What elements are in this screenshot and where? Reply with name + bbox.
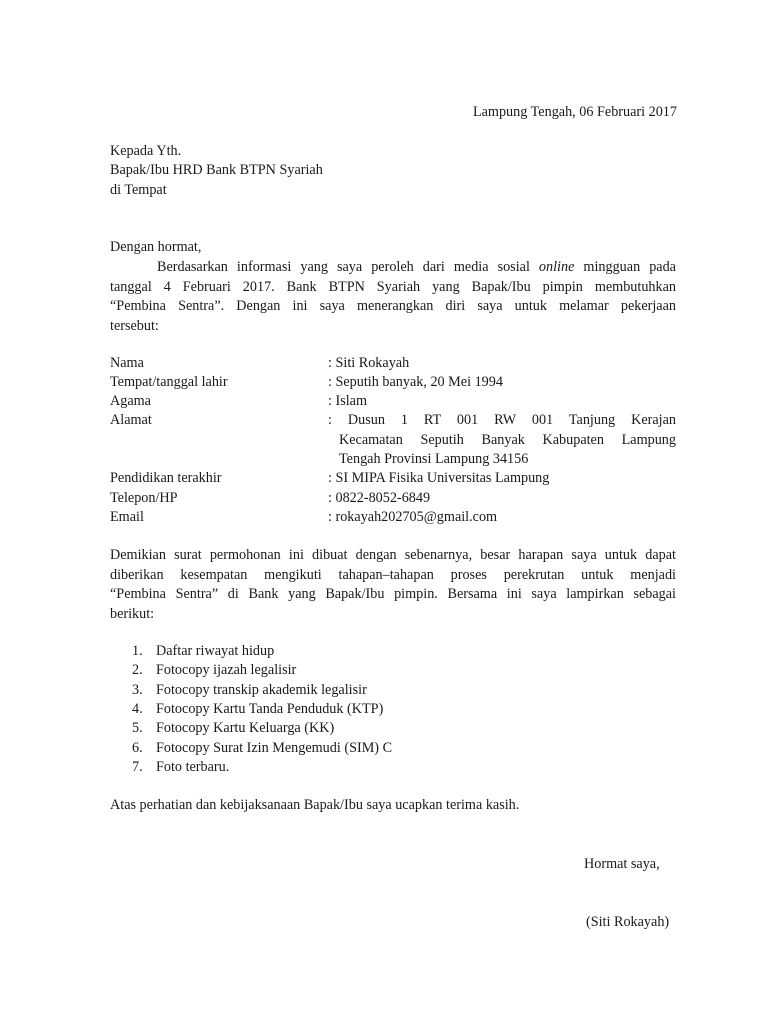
list-item: Fotocopy ijazah legalisir [156,662,297,678]
religion-value: : Islam [328,393,368,409]
online-emphasis: online [538,259,575,275]
address-line-3: Tengah Provinsi Lampung 34156 [339,451,529,467]
address-label: Alamat [110,412,152,428]
recipient-line-2: Bapak/Ibu HRD Bank BTPN Syariah [110,162,323,178]
intro-paragraph [110,258,676,336]
closing-line-3: “Pembina Sentra” di Bank yang Bapak/Ibu pimpin. Bersama ini saya lampirkan sebagai [110,586,676,602]
thanks-text: Atas perhatian dan kebijaksanaan Bapak/Ibu saya ucapkan terima kasih. [110,797,520,813]
salutation: Dengan hormat, [110,239,202,255]
recipient-line-1: Kepada Yth. [110,143,182,159]
intro-line-4: tersebut: [110,317,159,334]
list-item-number: 1. [132,643,143,659]
address-line-2: Kecamatan Seputih Banyak Kabupaten Lampung [339,431,676,448]
list-item: Daftar riwayat hidup [156,643,275,659]
intro-line-2: tanggal 4 Februari 2017. Bank BTPN Syariah yang Bapak/Ibu pimpin membutuhkan [110,278,676,295]
name-label: Nama [110,355,144,371]
birth-value: : Seputih banyak, 20 Mei 1994 [328,374,503,390]
phone-value: : 0822-8052-6849 [328,490,431,506]
list-item-number: 7. [132,759,143,775]
list-item-number: 3. [132,682,143,698]
letter-date: Lampung Tengah, 06 Februari 2017 [472,104,677,120]
list-item-number: 5. [132,720,143,736]
education-value: : SI MIPA Fisika Universitas Lampung [328,470,550,486]
list-item-number: 2. [132,662,143,678]
closing-line-4: berikut: [110,605,155,622]
phone-label: Telepon/HP [110,490,178,506]
list-item-number: 6. [132,740,143,756]
list-item: Fotocopy transkip akademik legalisir [156,682,367,698]
education-label: Pendidikan terakhir [110,470,222,486]
list-item: Fotocopy Kartu Keluarga (KK) [156,720,335,736]
signature-closing: Hormat saya, [584,856,660,872]
closing-line-1: Demikian surat permohonan ini dibuat dengan sebenarnya, besar harapan saya untuk dapat [110,547,676,563]
name-value: : Siti Rokayah [328,355,410,371]
email-value: : rokayah202705@gmail.com [328,509,498,525]
intro-line-3: “Pembina Sentra”. Dengan ini saya menerangkan diri saya untuk melamar pekerjaan [110,298,676,314]
religion-label: Agama [110,393,151,409]
list-item: Fotocopy Surat Izin Mengemudi (SIM) C [156,740,393,756]
closing-paragraph [110,546,676,624]
address-line-1: : Dusun 1 RT 001 RW 001 Tanjung Kerajan [328,412,676,428]
address-value [328,411,676,470]
list-item: Fotocopy Kartu Tanda Penduduk (KTP) [156,701,384,717]
closing-line-2: diberikan kesempatan mengikuti tahapan–tahapan proses perekrutan untuk menjadi [110,566,676,583]
list-item: Foto terbaru. [156,759,230,775]
signature-name: (Siti Rokayah) [586,914,670,930]
list-item-number: 4. [132,701,143,717]
email-label: Email [110,509,144,525]
recipient-line-3: di Tempat [110,182,167,198]
intro-line-1: Berdasarkan informasi yang saya peroleh dari media sosial online mingguan pada [157,259,676,275]
birth-label: Tempat/tanggal lahir [110,374,228,390]
